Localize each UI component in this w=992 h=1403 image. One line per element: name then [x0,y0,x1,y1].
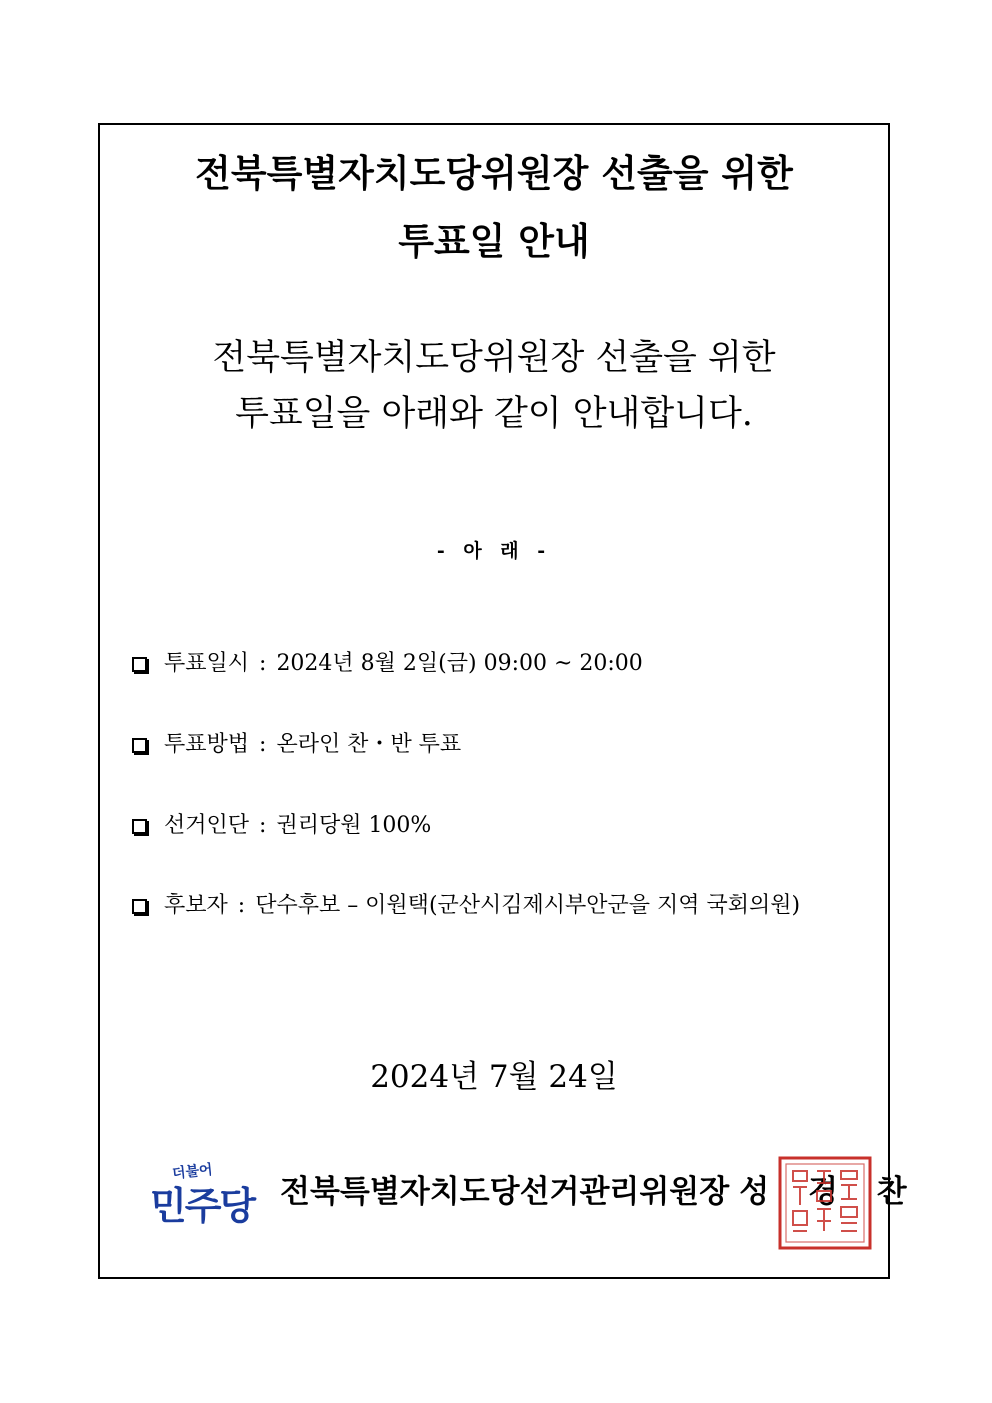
item-separator: : [237,893,246,918]
item-label: 투표방법 [164,732,250,757]
item-value: 단수후보 – 이원택(군산시김제시부안군을 지역 국회의원) [255,893,801,918]
item-value: 2024년 8월 2일(금) 09:00 ~ 20:00 [276,651,643,676]
document-date: 2024년 7월 24일 [370,1059,618,1095]
item-electorate [132,815,431,837]
signer-name: 성 경 찬 [739,1174,921,1210]
intro-line-2: 투표일을 아래와 같이 안내합니다. [235,394,753,434]
logo-main-text: 민주당 [150,1184,255,1228]
checkbox-bullet-icon [132,657,147,672]
item-separator: : [259,732,267,757]
item-candidate [132,895,800,917]
item-label: 선거인단 [164,813,250,838]
checkbox-bullet-icon [132,738,147,753]
item-separator: : [259,651,267,676]
document-frame [98,123,921,1279]
item-voting-time [132,653,643,675]
below-heading: - 아 래 - [436,540,552,562]
signer-title: 전북특별자치도당선거관리위원장 [280,1174,730,1210]
item-label: 후보자 [164,893,228,918]
item-label: 투표일시 [164,651,250,676]
party-logo [150,1161,270,1228]
item-separator: : [259,813,267,838]
checkbox-bullet-icon [132,819,147,834]
item-value: 권리당원 100% [276,813,432,838]
item-value: 온라인 찬・반 투표 [276,732,462,757]
official-seal-icon [777,1155,873,1251]
logo-small-text: 더불어 [171,1161,214,1183]
intro-line-1: 전북특별자치도당위원장 선출을 위한 [212,338,776,378]
title-line-1: 전북특별자치도당위원장 선출을 위한 [195,152,793,195]
item-voting-method [132,734,461,756]
title-line-2: 투표일 안내 [398,220,590,263]
checkbox-bullet-icon [132,899,147,914]
